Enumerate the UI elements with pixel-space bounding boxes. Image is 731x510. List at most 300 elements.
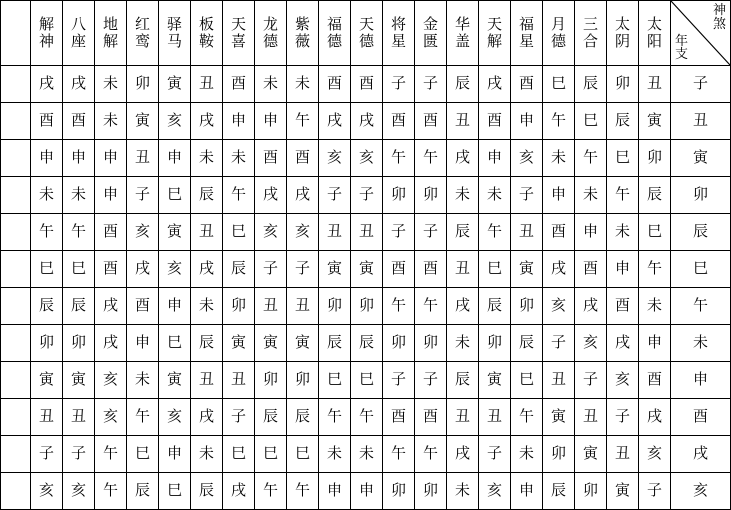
table-cell: 巳 [479, 251, 511, 288]
table-cell: 申 [95, 177, 127, 214]
table-cell: 子 [639, 473, 671, 510]
column-header [95, 1, 127, 66]
table-cell: 辰 [351, 325, 383, 362]
table-cell: 丑 [511, 214, 543, 251]
table-cell: 亥 [159, 399, 191, 436]
table-cell: 未 [447, 177, 479, 214]
table-cell: 辰 [63, 288, 95, 325]
table-cell: 午 [255, 473, 287, 510]
table-row [1, 436, 731, 473]
table-cell: 申 [607, 251, 639, 288]
table-cell: 巳 [639, 214, 671, 251]
column-header [575, 1, 607, 66]
table-cell: 午 [383, 288, 415, 325]
table-cell: 寅 [159, 362, 191, 399]
table-cell: 申 [511, 473, 543, 510]
column-header-char: 星 [518, 32, 534, 50]
column-header-char: 盖 [454, 32, 470, 50]
table-cell: 亥 [31, 473, 63, 510]
column-header-char: 匮 [422, 32, 438, 50]
table-row [1, 66, 731, 103]
column-header-char: 将 [390, 14, 406, 33]
table-cell: 卯 [607, 66, 639, 103]
row-label: 巳 [671, 251, 731, 288]
column-header [191, 1, 223, 66]
table-row [1, 251, 731, 288]
corner-top-right-char: 神 [712, 3, 726, 18]
table-cell: 寅 [543, 399, 575, 436]
table-cell: 丑 [31, 399, 63, 436]
table-cell: 巳 [127, 436, 159, 473]
table-cell: 午 [31, 214, 63, 251]
row-label: 戌 [671, 436, 731, 473]
column-header-char: 板 [198, 14, 214, 33]
table-cell: 子 [511, 177, 543, 214]
column-header-char: 阴 [614, 32, 630, 50]
row-spacer-cell [1, 214, 31, 251]
table-row [1, 473, 731, 510]
column-header-char: 金 [422, 14, 438, 33]
table-cell: 辰 [575, 66, 607, 103]
column-header [383, 1, 415, 66]
table-cell: 丑 [479, 399, 511, 436]
table-cell: 子 [383, 362, 415, 399]
table-cell: 亥 [159, 251, 191, 288]
table-cell: 巳 [511, 362, 543, 399]
table-cell: 丑 [223, 362, 255, 399]
table-cell: 丑 [319, 214, 351, 251]
table-cell: 午 [287, 103, 319, 140]
table-cell: 辰 [511, 325, 543, 362]
column-header-char: 福 [326, 14, 342, 33]
table-cell: 卯 [223, 288, 255, 325]
table-cell: 戌 [639, 399, 671, 436]
table-cell: 子 [607, 399, 639, 436]
table-cell: 午 [127, 399, 159, 436]
column-header-char: 红 [134, 14, 150, 33]
column-header-char: 解 [102, 32, 118, 50]
table-cell: 子 [383, 214, 415, 251]
table-cell: 丑 [287, 288, 319, 325]
column-header-char: 地 [102, 14, 118, 33]
table-cell: 子 [287, 251, 319, 288]
table-cell: 卯 [543, 436, 575, 473]
table-cell: 亥 [63, 473, 95, 510]
table-cell: 寅 [607, 473, 639, 510]
table-cell: 卯 [351, 288, 383, 325]
column-header-char: 天 [486, 14, 502, 33]
table-cell: 戌 [607, 325, 639, 362]
column-header-char: 马 [166, 32, 182, 50]
table-row [1, 140, 731, 177]
table-cell: 丑 [63, 399, 95, 436]
column-header [447, 1, 479, 66]
table-row [1, 399, 731, 436]
table-cell: 子 [351, 177, 383, 214]
table-cell: 申 [127, 325, 159, 362]
row-label: 午 [671, 288, 731, 325]
row-label: 未 [671, 325, 731, 362]
table-cell: 寅 [575, 436, 607, 473]
table-cell: 申 [511, 103, 543, 140]
table-cell: 子 [223, 399, 255, 436]
table-row [1, 362, 731, 399]
column-header-char: 喜 [230, 32, 246, 50]
table-cell: 巳 [255, 436, 287, 473]
table-cell: 卯 [31, 325, 63, 362]
table-cell: 子 [63, 436, 95, 473]
column-header-char: 神 [38, 32, 54, 50]
table-cell: 卯 [511, 288, 543, 325]
table-cell: 辰 [639, 177, 671, 214]
table-cell: 午 [415, 140, 447, 177]
column-header [255, 1, 287, 66]
table-cell: 戌 [223, 473, 255, 510]
table-cell: 未 [447, 325, 479, 362]
table-cell: 辰 [191, 473, 223, 510]
column-header-char: 解 [486, 32, 502, 50]
table-cell: 戌 [351, 103, 383, 140]
table-cell: 亥 [575, 325, 607, 362]
column-header [479, 1, 511, 66]
table-cell: 亥 [479, 473, 511, 510]
table-cell: 亥 [543, 288, 575, 325]
column-header [223, 1, 255, 66]
table-cell: 午 [415, 436, 447, 473]
table-cell: 辰 [607, 103, 639, 140]
table-cell: 戌 [127, 251, 159, 288]
table-cell: 寅 [63, 362, 95, 399]
column-header-char: 合 [582, 32, 598, 50]
table-cell: 子 [31, 436, 63, 473]
table-cell: 未 [319, 436, 351, 473]
table-cell: 亥 [95, 362, 127, 399]
row-spacer-cell [1, 399, 31, 436]
table-cell: 酉 [287, 140, 319, 177]
table-cell: 未 [255, 66, 287, 103]
table-cell: 子 [127, 177, 159, 214]
table-cell: 辰 [223, 251, 255, 288]
table-cell: 酉 [127, 288, 159, 325]
table-cell: 丑 [351, 214, 383, 251]
table-cell: 巳 [319, 362, 351, 399]
table-header-row [1, 1, 731, 66]
table-cell: 辰 [447, 66, 479, 103]
corner-top-right-label [713, 4, 726, 31]
column-header [351, 1, 383, 66]
table-cell: 子 [415, 362, 447, 399]
table-cell: 酉 [383, 251, 415, 288]
table-cell: 未 [639, 288, 671, 325]
table-cell: 午 [319, 399, 351, 436]
column-header-char: 德 [358, 32, 374, 50]
table-cell: 酉 [351, 66, 383, 103]
column-header-char: 驿 [166, 14, 182, 33]
table-cell: 申 [351, 473, 383, 510]
table-cell: 戌 [31, 66, 63, 103]
table-cell: 亥 [127, 214, 159, 251]
table-cell: 酉 [511, 66, 543, 103]
header-spacer-cell [1, 1, 31, 66]
table-cell: 寅 [159, 214, 191, 251]
table-cell: 申 [543, 177, 575, 214]
table-cell: 卯 [383, 473, 415, 510]
table-cell: 辰 [447, 362, 479, 399]
row-spacer-cell [1, 177, 31, 214]
table-cell: 卯 [575, 473, 607, 510]
table-cell: 丑 [447, 103, 479, 140]
table-cell: 巳 [159, 325, 191, 362]
table-cell: 申 [575, 214, 607, 251]
row-spacer-cell [1, 325, 31, 362]
table-cell: 戌 [575, 288, 607, 325]
table-cell: 丑 [127, 140, 159, 177]
column-header-char: 天 [358, 14, 374, 33]
table-cell: 子 [383, 66, 415, 103]
row-label: 寅 [671, 140, 731, 177]
table-cell: 子 [415, 214, 447, 251]
column-header-char: 德 [326, 32, 342, 50]
table-cell: 午 [95, 436, 127, 473]
table-cell: 戌 [191, 103, 223, 140]
row-label: 酉 [671, 399, 731, 436]
column-header-char: 阳 [646, 32, 662, 50]
table-row [1, 103, 731, 140]
table-cell: 午 [223, 177, 255, 214]
table-cell: 亥 [319, 140, 351, 177]
table-cell: 未 [543, 140, 575, 177]
column-header-char: 福 [518, 14, 534, 33]
table-cell: 申 [319, 473, 351, 510]
column-header [287, 1, 319, 66]
column-header-char: 太 [614, 14, 630, 33]
table-cell: 午 [543, 103, 575, 140]
column-header-char: 华 [454, 14, 470, 33]
table-cell: 戌 [447, 436, 479, 473]
table-cell: 未 [607, 214, 639, 251]
table-cell: 酉 [95, 251, 127, 288]
table-cell: 巳 [223, 214, 255, 251]
table-cell: 巳 [543, 66, 575, 103]
column-header-char: 鸾 [134, 32, 150, 50]
column-header [159, 1, 191, 66]
column-header [511, 1, 543, 66]
table-cell: 巳 [287, 436, 319, 473]
table-cell: 卯 [639, 140, 671, 177]
row-spacer-cell [1, 288, 31, 325]
row-label: 申 [671, 362, 731, 399]
table-cell: 卯 [127, 66, 159, 103]
corner-diagonal-cell [671, 1, 731, 66]
table-cell: 午 [351, 399, 383, 436]
column-header-char: 座 [70, 32, 86, 50]
table-cell: 亥 [255, 214, 287, 251]
table-cell: 卯 [383, 177, 415, 214]
table-cell: 寅 [639, 103, 671, 140]
table-cell: 卯 [415, 473, 447, 510]
table-cell: 申 [255, 103, 287, 140]
table-cell: 卯 [63, 325, 95, 362]
table-cell: 亥 [511, 140, 543, 177]
column-header [607, 1, 639, 66]
column-header-char: 月 [550, 14, 566, 33]
table-cell: 午 [95, 473, 127, 510]
table-row [1, 214, 731, 251]
table-cell: 申 [95, 140, 127, 177]
table-cell: 寅 [159, 66, 191, 103]
table-cell: 酉 [63, 103, 95, 140]
table-cell: 酉 [255, 140, 287, 177]
table-cell: 未 [95, 103, 127, 140]
table-cell: 戌 [191, 399, 223, 436]
table-cell: 寅 [511, 251, 543, 288]
table-cell: 辰 [31, 288, 63, 325]
table-cell: 酉 [383, 103, 415, 140]
table-cell: 卯 [415, 325, 447, 362]
column-header-char: 紫 [294, 14, 310, 33]
table-cell: 亥 [639, 436, 671, 473]
table-cell: 寅 [255, 325, 287, 362]
row-spacer-cell [1, 362, 31, 399]
table-cell: 巳 [159, 177, 191, 214]
table-cell: 戌 [191, 251, 223, 288]
table-cell: 亥 [287, 214, 319, 251]
table-cell: 戌 [287, 177, 319, 214]
table-cell: 申 [639, 325, 671, 362]
table-cell: 巳 [575, 103, 607, 140]
table-cell: 午 [575, 140, 607, 177]
table-cell: 酉 [415, 251, 447, 288]
table-cell: 亥 [607, 362, 639, 399]
table-cell: 子 [319, 177, 351, 214]
table-cell: 午 [287, 473, 319, 510]
column-header [543, 1, 575, 66]
table-cell: 未 [191, 140, 223, 177]
table-cell: 子 [575, 362, 607, 399]
table-cell: 酉 [543, 214, 575, 251]
table-cell: 巳 [223, 436, 255, 473]
column-header-char: 三 [582, 14, 598, 33]
row-spacer-cell [1, 103, 31, 140]
table-cell: 酉 [575, 251, 607, 288]
table-cell: 辰 [479, 288, 511, 325]
column-header [639, 1, 671, 66]
table-cell: 申 [159, 140, 191, 177]
table-cell: 卯 [415, 177, 447, 214]
table-cell: 寅 [287, 325, 319, 362]
table-cell: 酉 [607, 288, 639, 325]
table-cell: 酉 [639, 362, 671, 399]
table-cell: 亥 [351, 140, 383, 177]
column-header-char: 德 [550, 32, 566, 50]
table-cell: 戌 [95, 288, 127, 325]
table-cell: 辰 [319, 325, 351, 362]
table-cell: 寅 [127, 103, 159, 140]
table-cell: 午 [479, 214, 511, 251]
row-spacer-cell [1, 473, 31, 510]
table-cell: 辰 [191, 325, 223, 362]
table-cell: 午 [383, 140, 415, 177]
table-cell: 巳 [31, 251, 63, 288]
table-cell: 亥 [159, 103, 191, 140]
column-header-char: 太 [646, 14, 662, 33]
table-cell: 丑 [191, 362, 223, 399]
table-cell: 卯 [479, 325, 511, 362]
table-row [1, 288, 731, 325]
table-row [1, 177, 731, 214]
column-header-char: 八 [70, 14, 86, 33]
column-header-char: 星 [390, 32, 406, 50]
table-cell: 酉 [383, 399, 415, 436]
table-cell: 未 [223, 140, 255, 177]
table-cell: 未 [191, 436, 223, 473]
corner-top-right-char: 煞 [712, 16, 726, 32]
table-cell: 午 [415, 288, 447, 325]
table-cell: 丑 [607, 436, 639, 473]
row-label: 子 [671, 66, 731, 103]
row-spacer-cell [1, 66, 31, 103]
table-cell: 戌 [95, 325, 127, 362]
table-cell: 午 [511, 399, 543, 436]
table-cell: 丑 [543, 362, 575, 399]
table-cell: 子 [255, 251, 287, 288]
column-header [415, 1, 447, 66]
table-cell: 巳 [351, 362, 383, 399]
row-label: 丑 [671, 103, 731, 140]
table-cell: 子 [415, 66, 447, 103]
table-cell: 子 [479, 436, 511, 473]
table-cell: 未 [447, 473, 479, 510]
table-cell: 午 [383, 436, 415, 473]
table-cell: 辰 [127, 473, 159, 510]
table-cell: 丑 [191, 66, 223, 103]
table-cell: 酉 [223, 66, 255, 103]
table-cell: 丑 [191, 214, 223, 251]
column-header [63, 1, 95, 66]
row-spacer-cell [1, 251, 31, 288]
table-cell: 酉 [31, 103, 63, 140]
table-cell: 午 [639, 251, 671, 288]
table-cell: 酉 [319, 66, 351, 103]
table-cell: 戌 [255, 177, 287, 214]
table-cell: 寅 [351, 251, 383, 288]
row-spacer-cell [1, 436, 31, 473]
table-cell: 亥 [95, 399, 127, 436]
table-cell: 卯 [383, 325, 415, 362]
table-cell: 未 [191, 288, 223, 325]
table-cell: 申 [223, 103, 255, 140]
table-cell: 未 [95, 66, 127, 103]
table-cell: 酉 [95, 214, 127, 251]
row-label: 辰 [671, 214, 731, 251]
column-header [127, 1, 159, 66]
column-header-char: 薇 [294, 32, 310, 50]
table-cell: 未 [127, 362, 159, 399]
table-cell: 丑 [447, 399, 479, 436]
table-cell: 丑 [575, 399, 607, 436]
table-cell: 丑 [255, 288, 287, 325]
table-cell: 戌 [543, 251, 575, 288]
table-cell: 戌 [63, 66, 95, 103]
column-header-char: 鞍 [198, 32, 214, 50]
column-header-char: 龙 [262, 14, 278, 33]
table-cell: 酉 [415, 399, 447, 436]
row-label: 卯 [671, 177, 731, 214]
table-cell: 未 [63, 177, 95, 214]
corner-bottom-left-label [675, 35, 688, 62]
table-cell: 午 [607, 177, 639, 214]
table-cell: 戌 [319, 103, 351, 140]
